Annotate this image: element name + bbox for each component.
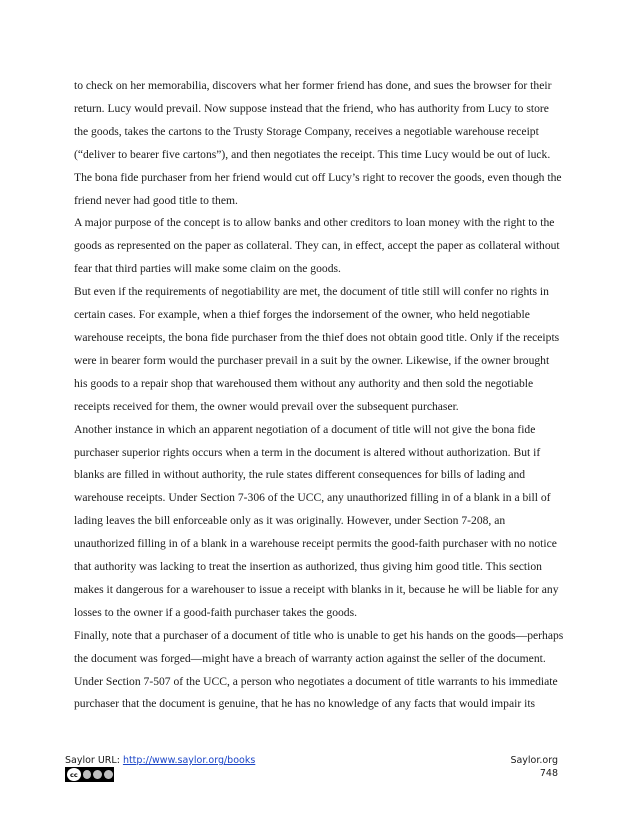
footer-url-label: Saylor URL: [65,755,120,766]
cc-logo-icon: cc [67,768,81,781]
noncommercial-icon [93,770,102,779]
paragraph: Another instance in which an apparent negotiation of a document of title will not give the bona fide purchaser superior rights occurs when a term in the document is altered without authorization. But if blanks are filled in without authority, the rule states different consequences for bills of lading and warehouse receipts. Under Section 7-306 of the UCC, any unauthorized filling in of a blank in a bill of lading leaves the bill enforceable only as it was originally. However, under Section 7-208, an unauthorized filling in of a blank in a warehouse receipt permits the good-faith purchaser with no notice that authority was lacking to treat the insertion as authorized, thus giving him good title. This section makes it dangerous for a warehouser to issue a receipt with blanks in it, because he will be liable for any losses to the owner if a good-faith purchaser takes the goods. [74,422,559,619]
sharealike-icon [104,770,113,779]
paragraph: to check on her memorabilia, discovers what her former friend has done, and sues the browser for their return. Lucy would prevail. Now suppose instead that the friend, who has authority from Lucy to store the goods, takes the cartons to the Trusty Storage Company, receives a negotiable warehouse receipt (“deliver to bearer five cartons”), and then negotiates the receipt. This time Lucy would be out of luck. The bona fide purchaser from her friend would cut off Lucy’s right to recover the goods, even though the friend never had good title to them. [74,79,562,207]
paragraph: A major purpose of the concept is to allow banks and other creditors to loan money with the right to the goods as represented on the paper as collateral. They can, in effect, accept the paper as collateral without fear that third parties will make some claim on the goods. [74,216,560,276]
footer-site: Saylor.org [510,755,558,766]
footer-page-info [510,754,558,780]
footer-source [65,754,255,767]
footer-url-link[interactable]: http://www.saylor.org/books [122,755,256,766]
paragraph: Finally, note that a purchaser of a document of title who is unable to get his hands on the goods—perhaps the document was forged—might have a breach of warranty action against the seller of the document. Under Section 7-507 of the UCC, a person who negotiates a document of title warrants to his immediate purchaser that the document is genuine, that he has no knowledge of any facts that would impair its [74,628,564,711]
page-number: 748 [539,768,558,779]
creative-commons-license-icon [65,767,114,782]
paragraph: But even if the requirements of negotiability are met, the document of title still will confer no rights in certain cases. For example, when a thief forges the indorsement of the owner, who held negotiable warehouse receipts, the bona fide purchaser from the thief does not obtain good title. Only if the receipts were in bearer form would the purchaser prevail in a suit by the owner. Likewise, if the owner brought his goods to a repair shop that warehoused them without any authority and then sold the negotiable receipts received for them, the owner would prevail over the subsequent purchaser. [74,285,560,413]
attribution-icon [83,770,92,779]
body-text [74,75,564,716]
